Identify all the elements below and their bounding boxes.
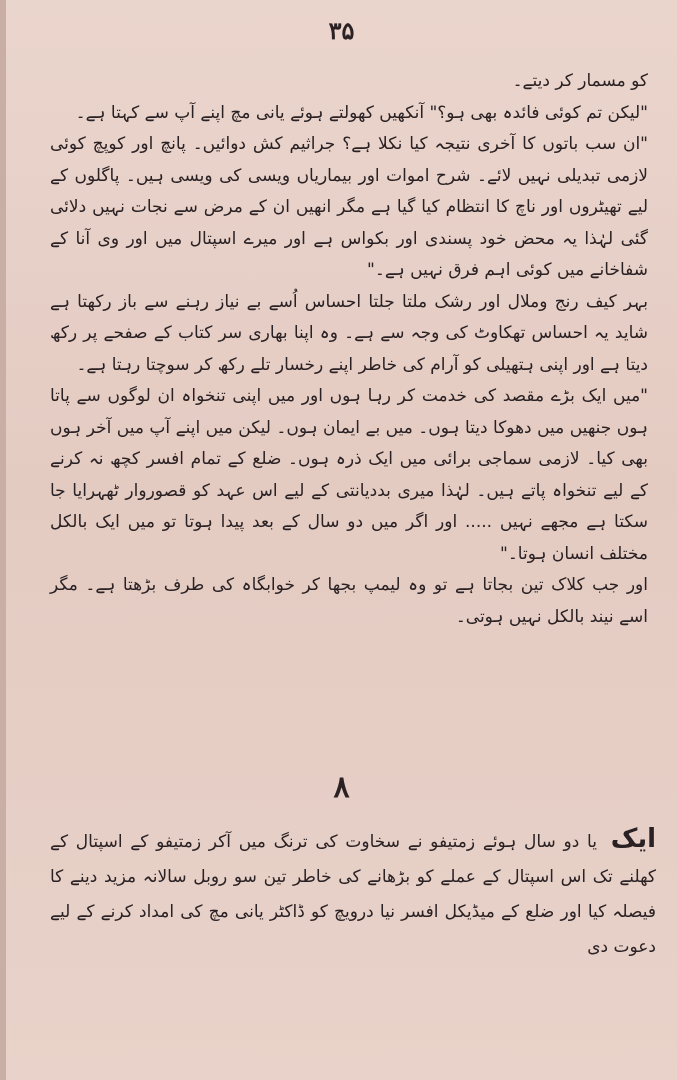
section-body: یا دو سال ہوئے زمتیفو نے سخاوت کی ترنگ میں آکر زمتیفو کے اسپتال کے کھلنے تک اس اسپتال کے عملے کو بڑھانے کی خاطر تین سو روبل سالانہ مزید دینے کا فیصلہ کیا اور ضلع کے میڈیکل افسر نیا درویچ کو ڈاکٹر یانی مچ کی امداد کرنے کے لیے دعوت دی: [50, 832, 656, 957]
paragraph: اور جب کلاک تین بجاتا ہے تو وہ لیمپ بجھا کر خوابگاہ کی طرف بڑھتا ہے۔ مگر اسے نیند بالکل نہیں ہوتی۔: [50, 575, 648, 627]
section-lead-word: ایک: [610, 824, 656, 854]
body-text: [50, 66, 648, 633]
paragraph: "ان سب باتوں کا آخری نتیجہ کیا نکلا ہے؟ جراثیم کش دوائیں۔ پانچ اور کوپچ کوئی لازمی تبدیلی نہیں لائے۔ شرح اموات اور بیماریاں ویسی کی ویسی ہیں۔ پاگلوں کے لیے تھیٹروں اور ناچ کا انتظام کیا گیا ہے مگر انھیں ان کے مرض سے نجات نہیں دلائی گئی لہٰذا یہ محض خود پسندی اور بکواس ہے اور میرے اسپتال میں اور وی آنا کے شفاخانے میں کوئی اہم فرق نہیں ہے۔": [50, 134, 648, 280]
page-number: ۳۵: [328, 16, 355, 45]
paragraph: کو مسمار کر دیتے۔: [512, 71, 648, 91]
section-number: ۸: [333, 770, 350, 805]
paragraph: "میں ایک بڑے مقصد کی خدمت کر رہا ہوں اور میں اپنی تنخواہ ان لوگوں سے پاتا ہوں جنھیں میں دھوکا دیتا ہوں۔ میں بے ایمان ہوں۔ لیکن میں اپنے آپ میں آخر ہوں بھی کیا۔ لازمی سماجی برائی میں ایک ذرہ ہوں۔ ضلع کے تمام افسر کچھ نہ کرنے کے لیے تنخواہ پاتے ہیں۔ لہٰذا میری بددیانتی کے لیے اس عہد کو قصوروار ٹھہرایا جا سکتا ہے مجھے نہیں ..... اور اگر میں دو سال کے بعد پیدا ہوتا تو میں ایک بالکل مختلف انسان ہوتا۔": [50, 386, 648, 564]
paragraph: "لیکن تم کوئی فائدہ بھی ہو؟" آنکھیں کھولتے ہوئے یانی مچ اپنے آپ سے کہتا ہے۔: [75, 102, 648, 123]
paragraph: بہر کیف رنج وملال اور رشک ملتا جلتا احساس اُسے بے نیاز رہنے سے باز رکھتا ہے شاید یہ احساس تھکاوٹ کی وجہ سے ہے۔ وہ اپنا بھاری سر کتاب کے صفحے پر رکھ دیتا ہے اور اپنی ہتھیلی کو آرام کی خاطر اپنے رخسار تلے رکھ کر سوچتا رہتا ہے۔: [50, 291, 648, 375]
section-paragraph: [50, 822, 656, 965]
section-text: [50, 822, 656, 965]
